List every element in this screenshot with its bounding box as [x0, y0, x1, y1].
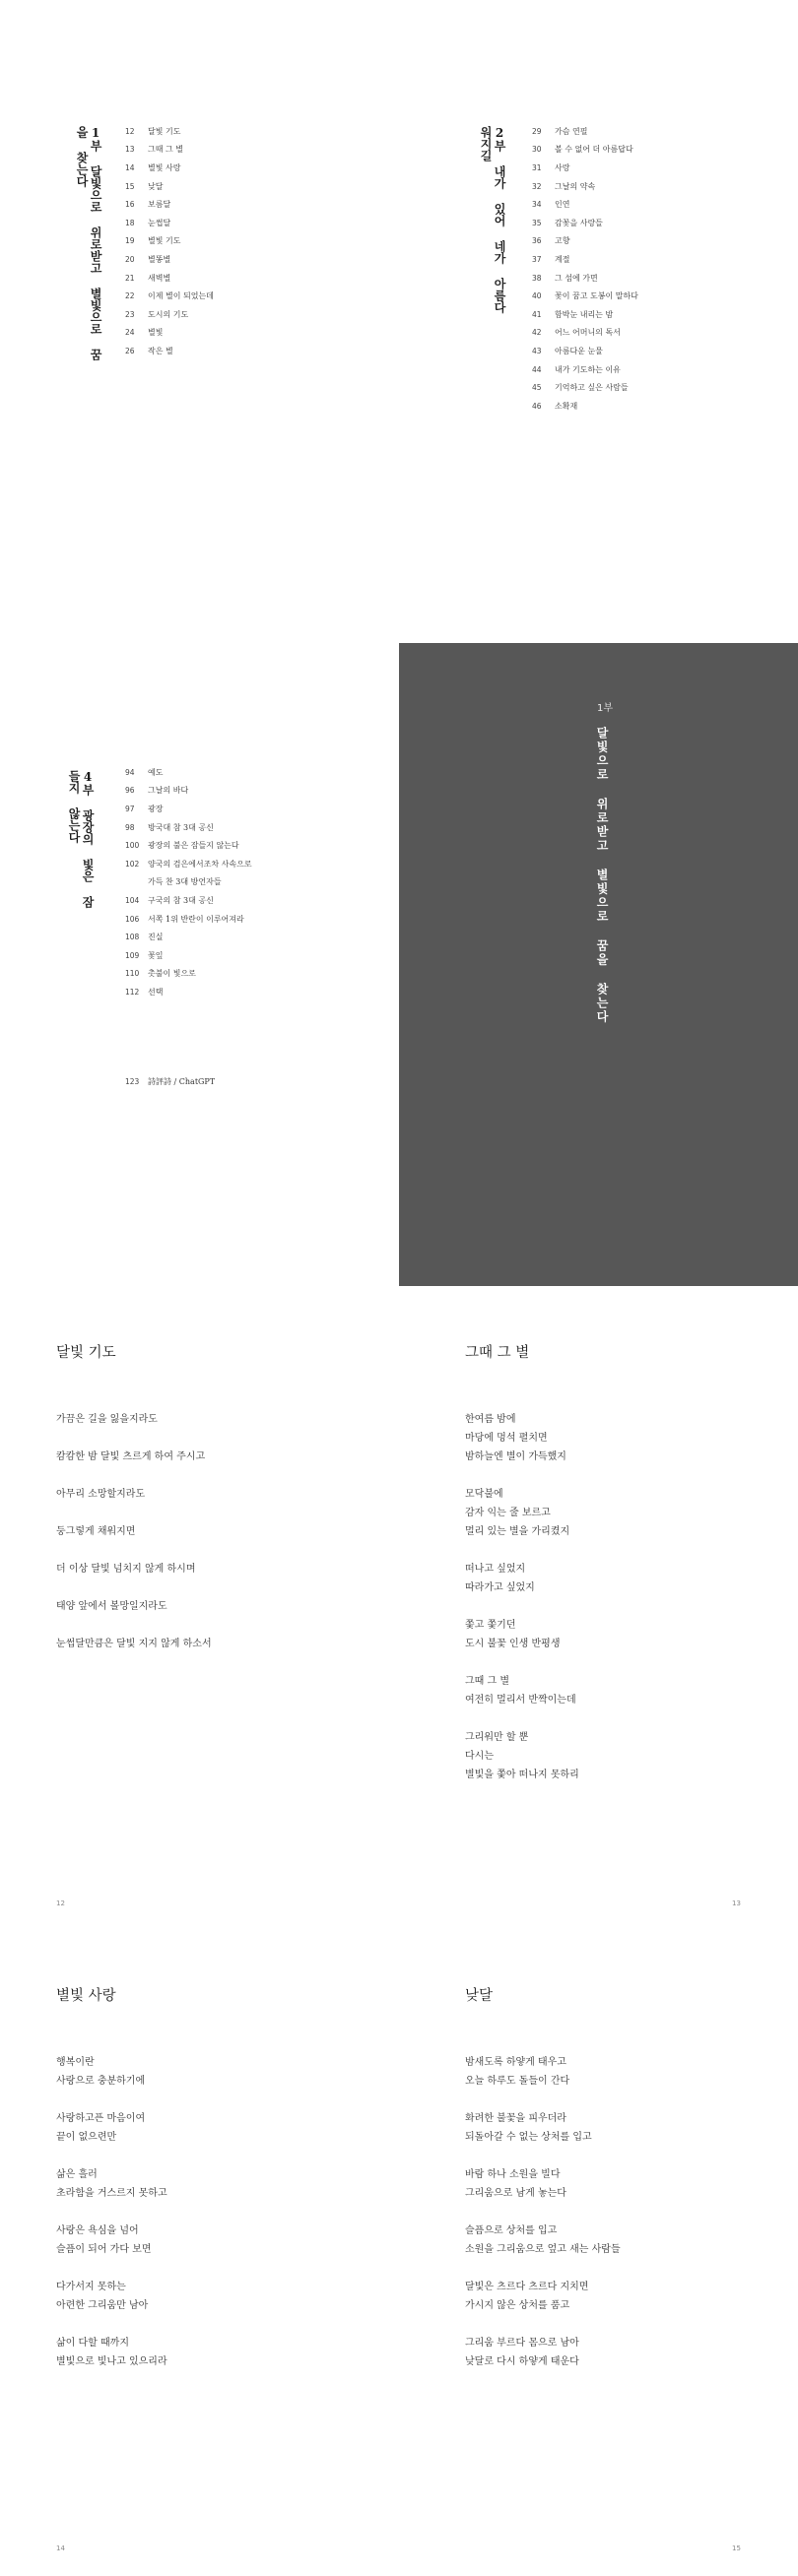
toc-item-title: 새벽별: [148, 273, 171, 283]
toc-item-title: 사랑: [555, 162, 570, 172]
poem-line: 그리움 부르다 몸으로 남아: [465, 2338, 579, 2349]
toc-extra-page: 123: [125, 1076, 140, 1086]
toc-item: [125, 177, 214, 196]
toc-item-title: 내가 기도하는 이유: [555, 364, 621, 374]
toc-item: [125, 910, 252, 929]
toc-extra-item: [125, 1072, 252, 1091]
toc-item-page: 37: [532, 254, 542, 264]
toc-item: [532, 177, 638, 196]
poem-line: 모닥불에: [465, 1489, 503, 1500]
poem-line: 삶이 다할 때까지: [56, 2338, 129, 2349]
toc-item-page: 35: [532, 218, 542, 227]
poem-line: 그리움으로 남게 놓는다: [465, 2188, 566, 2199]
toc-item-title: 별빛 사랑: [148, 162, 181, 172]
toc-item: [125, 287, 214, 305]
toc-item-page: 94: [125, 767, 135, 777]
toc-item-title: 광장: [148, 804, 164, 813]
toc-item-title: 아름다운 눈물: [555, 346, 603, 355]
toc-item-title: 꽃이 꿈고 도봉이 말하다: [555, 291, 638, 301]
stanza: [465, 2334, 621, 2371]
poem-line: 슬픔이 되어 가다 보면: [56, 2244, 152, 2255]
toc-item-page: 45: [532, 383, 542, 393]
toc-item-title: 가득 찬 3대 방언자들: [148, 877, 222, 887]
poem-line: 캄캄한 밤 달빛 츠르게 하여 주시고: [56, 1451, 206, 1462]
poem-line: 그리워만 할 뿐: [465, 1732, 529, 1743]
toc-item: [125, 800, 252, 818]
toc-item: [532, 232, 638, 251]
toc-item: [125, 965, 252, 984]
toc-item-page: 32: [532, 181, 542, 191]
toc-item-title: 함박눈 내리는 밤: [555, 309, 614, 319]
stanza: [56, 1448, 212, 1466]
stanza: [465, 1672, 579, 1709]
toc-item: [125, 250, 214, 269]
stanza: [465, 2165, 621, 2203]
poem-line: 사랑하고픈 마음이여: [56, 2113, 146, 2124]
poem-line: 사랑으로 충분하기에: [56, 2076, 146, 2087]
toc-item-title: 도시의 기도: [148, 309, 189, 319]
toc-item-title: 방국대 참 3대 공신: [148, 822, 214, 832]
poem-line: 밤새도록 하얗게 태우고: [465, 2057, 566, 2068]
stanza: [465, 2109, 621, 2147]
stanza: [465, 1410, 579, 1466]
stanza: [465, 1616, 579, 1653]
toc-item-title: 별똥별: [148, 254, 171, 264]
toc-part1-list: [125, 122, 214, 360]
toc-item-page: 100: [125, 841, 140, 851]
toc-item-page: 42: [532, 328, 542, 338]
toc-item: [532, 269, 638, 288]
poem-line: 마당에 멍석 펼치면: [465, 1433, 548, 1444]
stanza: [56, 1522, 212, 1541]
stanza: [56, 2109, 167, 2147]
toc-item-title: 별빛: [148, 328, 164, 338]
toc-part4-title: 4부 광장의 빛은 잠들지 않는다: [67, 770, 95, 908]
poem-line: 삶은 흘러: [56, 2169, 98, 2180]
toc-item-title: 소확재: [555, 401, 578, 411]
stanza: [56, 1485, 212, 1504]
poem-line: 한여름 밤에: [465, 1414, 516, 1425]
toc-extra-title: 詩評詩 / ChatGPT: [148, 1076, 216, 1086]
poem-line: 가끔은 길을 잃을지라도: [56, 1414, 158, 1425]
toc-item: [532, 159, 638, 177]
toc-item-page: 21: [125, 273, 135, 283]
toc-item: [125, 928, 252, 946]
toc-part2-title: 2부 내가 있어 네가 아름다워지길: [479, 126, 506, 313]
toc-item-page: 18: [125, 218, 135, 227]
toc-item-title: 기억하고 싶은 사람들: [555, 383, 629, 393]
toc-item-title: 계절: [555, 254, 570, 264]
poem-line: 화려한 불꽃을 피우더라: [465, 2113, 566, 2124]
toc-item: [532, 397, 638, 416]
toc-item-page: 20: [125, 254, 135, 264]
poem-line: 다가서지 못하는: [56, 2282, 126, 2292]
toc-item: [125, 141, 214, 160]
poem-title: 그때 그 별: [465, 1345, 530, 1361]
toc-item: [532, 195, 638, 214]
poem-body: [56, 2053, 167, 2390]
poem-line: 아무리 소망할지라도: [56, 1489, 146, 1500]
toc-item-page: 22: [125, 291, 135, 301]
toc-item-page: 14: [125, 162, 135, 172]
toc-item: [532, 250, 638, 269]
toc-item-page: 31: [532, 162, 542, 172]
page-number: 14: [56, 2544, 65, 2552]
toc-item: [125, 214, 214, 232]
toc-item: [532, 287, 638, 305]
toc-item-page: 13: [125, 145, 135, 155]
toc-item-page: 96: [125, 786, 135, 796]
toc-item-page: 16: [125, 200, 135, 210]
toc-item: [125, 195, 214, 214]
toc-item: [125, 983, 252, 1001]
toc-item-page: 40: [532, 291, 542, 301]
poem-line: 아련한 그리움만 남아: [56, 2300, 149, 2311]
toc-item: [125, 269, 214, 288]
toc-item: [532, 122, 638, 141]
toc-item-page: 43: [532, 346, 542, 355]
stanza: [465, 2278, 621, 2315]
poem-line: 둥그렇게 채워지면: [56, 1526, 136, 1537]
toc-item-title: 낮달: [148, 181, 164, 191]
toc-item-page: 104: [125, 895, 140, 905]
poem-line: 달빛은 츠르다 츠르다 지치면: [465, 2282, 589, 2292]
toc-item-page: 44: [532, 364, 542, 374]
toc-item: [532, 141, 638, 160]
poem-line: 멀리 있는 별을 가리켰지: [465, 1526, 570, 1537]
toc-item-page: 36: [532, 236, 542, 246]
toc-item-title: 별빛 기도: [148, 236, 181, 246]
poem-body: [465, 2053, 621, 2390]
poem-title: 낮달: [465, 1988, 494, 2004]
poem-line: 소원을 그리움으로 엎고 새는 사람들: [465, 2244, 621, 2255]
chapter-part-label: 1부: [597, 703, 614, 714]
toc-item-title: 이제 별이 되었는데: [148, 291, 214, 301]
toc-item-page: 109: [125, 950, 140, 960]
chapter-title: 달빛으로 위로받고 별빛으로 꿈을 찾는다: [595, 727, 609, 1024]
toc-item: [125, 232, 214, 251]
toc-item-title: 선택: [148, 987, 164, 997]
stanza: [56, 2222, 167, 2259]
toc-item-title: 가슴 연필: [555, 126, 588, 136]
poem-line: 가시지 않은 상처를 품고: [465, 2300, 570, 2311]
toc-item-page: 106: [125, 914, 140, 924]
toc-item-page: 29: [532, 126, 542, 136]
toc-item-title: 감꽃을 사랑들: [555, 218, 603, 227]
toc-item: [125, 818, 252, 837]
stanza: [56, 2165, 167, 2203]
toc-part4-list: [125, 763, 252, 1090]
toc-item-page: 41: [532, 309, 542, 319]
stanza: [465, 1728, 579, 1784]
poem-line: 다시는: [465, 1751, 494, 1762]
toc-part1-title: 1부 달빛으로 위로받고 별빛으로 꿈을 찾는다: [75, 126, 102, 360]
poem-body: [56, 1410, 212, 1672]
stanza: [465, 2222, 621, 2259]
stanza: [56, 2278, 167, 2315]
toc-item-page: 97: [125, 804, 135, 813]
toc-part2-list: [532, 122, 638, 416]
poem-body: [465, 1410, 579, 1803]
poem-line: 사랑은 욕심을 넘어: [56, 2225, 139, 2236]
toc-item-title: 양국의 검은에서조차 사속으로: [148, 859, 252, 869]
toc-item-title: 그 섬에 가면: [555, 273, 598, 283]
toc-item: [125, 891, 252, 910]
poem-line: 되돌아갈 수 없는 상처를 입고: [465, 2132, 592, 2143]
toc-item-title: 구국의 참 3대 공신: [148, 895, 214, 905]
poem-line: 눈썹달만큼은 달빛 지지 않게 하소서: [56, 1639, 212, 1649]
toc-item: [125, 159, 214, 177]
toc-item: [125, 836, 252, 855]
toc-item: [125, 122, 214, 141]
toc-item: [532, 360, 638, 379]
toc-item-page: 19: [125, 236, 135, 246]
toc-item-title: 인연: [555, 200, 570, 210]
poem-line: 여전히 멀리서 반짝이는데: [465, 1695, 576, 1706]
stanza: [56, 2053, 167, 2091]
poem-line: 쫓고 쫓기던: [465, 1620, 516, 1631]
toc-item: [125, 946, 252, 965]
poem-line: 오늘 하루도 돌들이 간다: [465, 2076, 570, 2087]
toc-item: [125, 324, 214, 343]
toc-item-title: 광장의 불은 잠들지 않는다: [148, 841, 239, 851]
poem-title: 별빛 사랑: [56, 1988, 116, 2004]
toc-item-title: 그날의 바다: [148, 786, 189, 796]
poem-line: 떠나고 싶었지: [465, 1564, 526, 1575]
toc-item: [125, 855, 252, 873]
poem-line: 감자 익는 줄 보르고: [465, 1508, 551, 1518]
toc-item-page: 24: [125, 328, 135, 338]
toc-item-page: 110: [125, 969, 140, 979]
stanza: [56, 1635, 212, 1653]
toc-item-page: 108: [125, 933, 140, 942]
toc-item-page: 30: [532, 145, 542, 155]
toc-item: [532, 324, 638, 343]
poem-line: 슬픔으로 상처를 입고: [465, 2225, 558, 2236]
toc-item-title: 눈썹달: [148, 218, 171, 227]
toc-item-title: 볼 수 없어 더 아름답다: [555, 145, 633, 155]
toc-item: [125, 782, 252, 801]
poem-line: 그때 그 별: [465, 1676, 509, 1687]
stanza: [56, 1560, 212, 1578]
toc-item-title: 어느 어머니의 독서: [555, 328, 621, 338]
toc-item: [532, 342, 638, 360]
toc-item-page: 98: [125, 822, 135, 832]
toc-item-page: 26: [125, 346, 135, 355]
poem-line: 따라가고 싶었지: [465, 1582, 535, 1593]
poem-line: 바람 하나 소원을 빌다: [465, 2169, 561, 2180]
toc-item-title: 작은 별: [148, 346, 173, 355]
poem-line: 더 이상 달빛 넘치지 않게 하시며: [56, 1564, 196, 1575]
page-number: 15: [732, 2544, 741, 2552]
toc-item-title: 예도: [148, 767, 164, 777]
toc-item-page: 102: [125, 859, 140, 869]
page-number: 13: [732, 1900, 741, 1907]
poem-title: 달빛 기도: [56, 1345, 116, 1361]
toc-item-title: 보름달: [148, 200, 171, 210]
stanza: [465, 1560, 579, 1597]
toc-item: [125, 873, 252, 892]
stanza: [465, 2053, 621, 2091]
toc-item-page: 46: [532, 401, 542, 411]
toc-item-page: 112: [125, 987, 140, 997]
toc-item: [125, 342, 214, 360]
stanza: [56, 2334, 167, 2371]
toc-item-page: 15: [125, 181, 135, 191]
toc-item-title: 진실: [148, 933, 164, 942]
toc-item: [532, 214, 638, 232]
toc-item-title: 그때 그 별: [148, 145, 183, 155]
poem-line: 태양 앞에서 볼망일지라도: [56, 1601, 167, 1612]
toc-item-page: 12: [125, 126, 135, 136]
poem-line: 초라함을 거스르지 못하고: [56, 2188, 167, 2199]
page-number: 12: [56, 1900, 65, 1907]
poem-line: 끝이 없으련만: [56, 2132, 117, 2143]
stanza: [56, 1410, 212, 1429]
toc-item-page: 23: [125, 309, 135, 319]
toc-item: [532, 378, 638, 397]
toc-item-title: 서쪽 1위 반란이 이루어져라: [148, 914, 244, 924]
toc-item-title: 꽃잎: [148, 950, 164, 960]
stanza: [56, 1597, 212, 1616]
toc-item-title: 고향: [555, 236, 570, 246]
toc-item-page: 34: [532, 200, 542, 210]
poem-line: 별빛으로 빛나고 있으리라: [56, 2356, 167, 2367]
toc-item: [532, 305, 638, 324]
toc-item-title: 그날의 약속: [555, 181, 596, 191]
poem-line: 낮달로 다시 하얗게 태운다: [465, 2356, 579, 2367]
toc-item-page: 38: [532, 273, 542, 283]
poem-line: 별빛을 쫓아 떠나지 못하리: [465, 1770, 579, 1780]
stanza: [465, 1485, 579, 1541]
poem-line: 행복이란: [56, 2057, 95, 2068]
toc-item-title: 달빛 기도: [148, 126, 181, 136]
poem-line: 도시 불꽃 인생 반평생: [465, 1639, 561, 1649]
poem-line: 밤하늘엔 별이 가득했지: [465, 1451, 566, 1462]
toc-item: [125, 763, 252, 782]
toc-item-title: 촛불이 빛으로: [148, 969, 196, 979]
toc-item: [125, 305, 214, 324]
